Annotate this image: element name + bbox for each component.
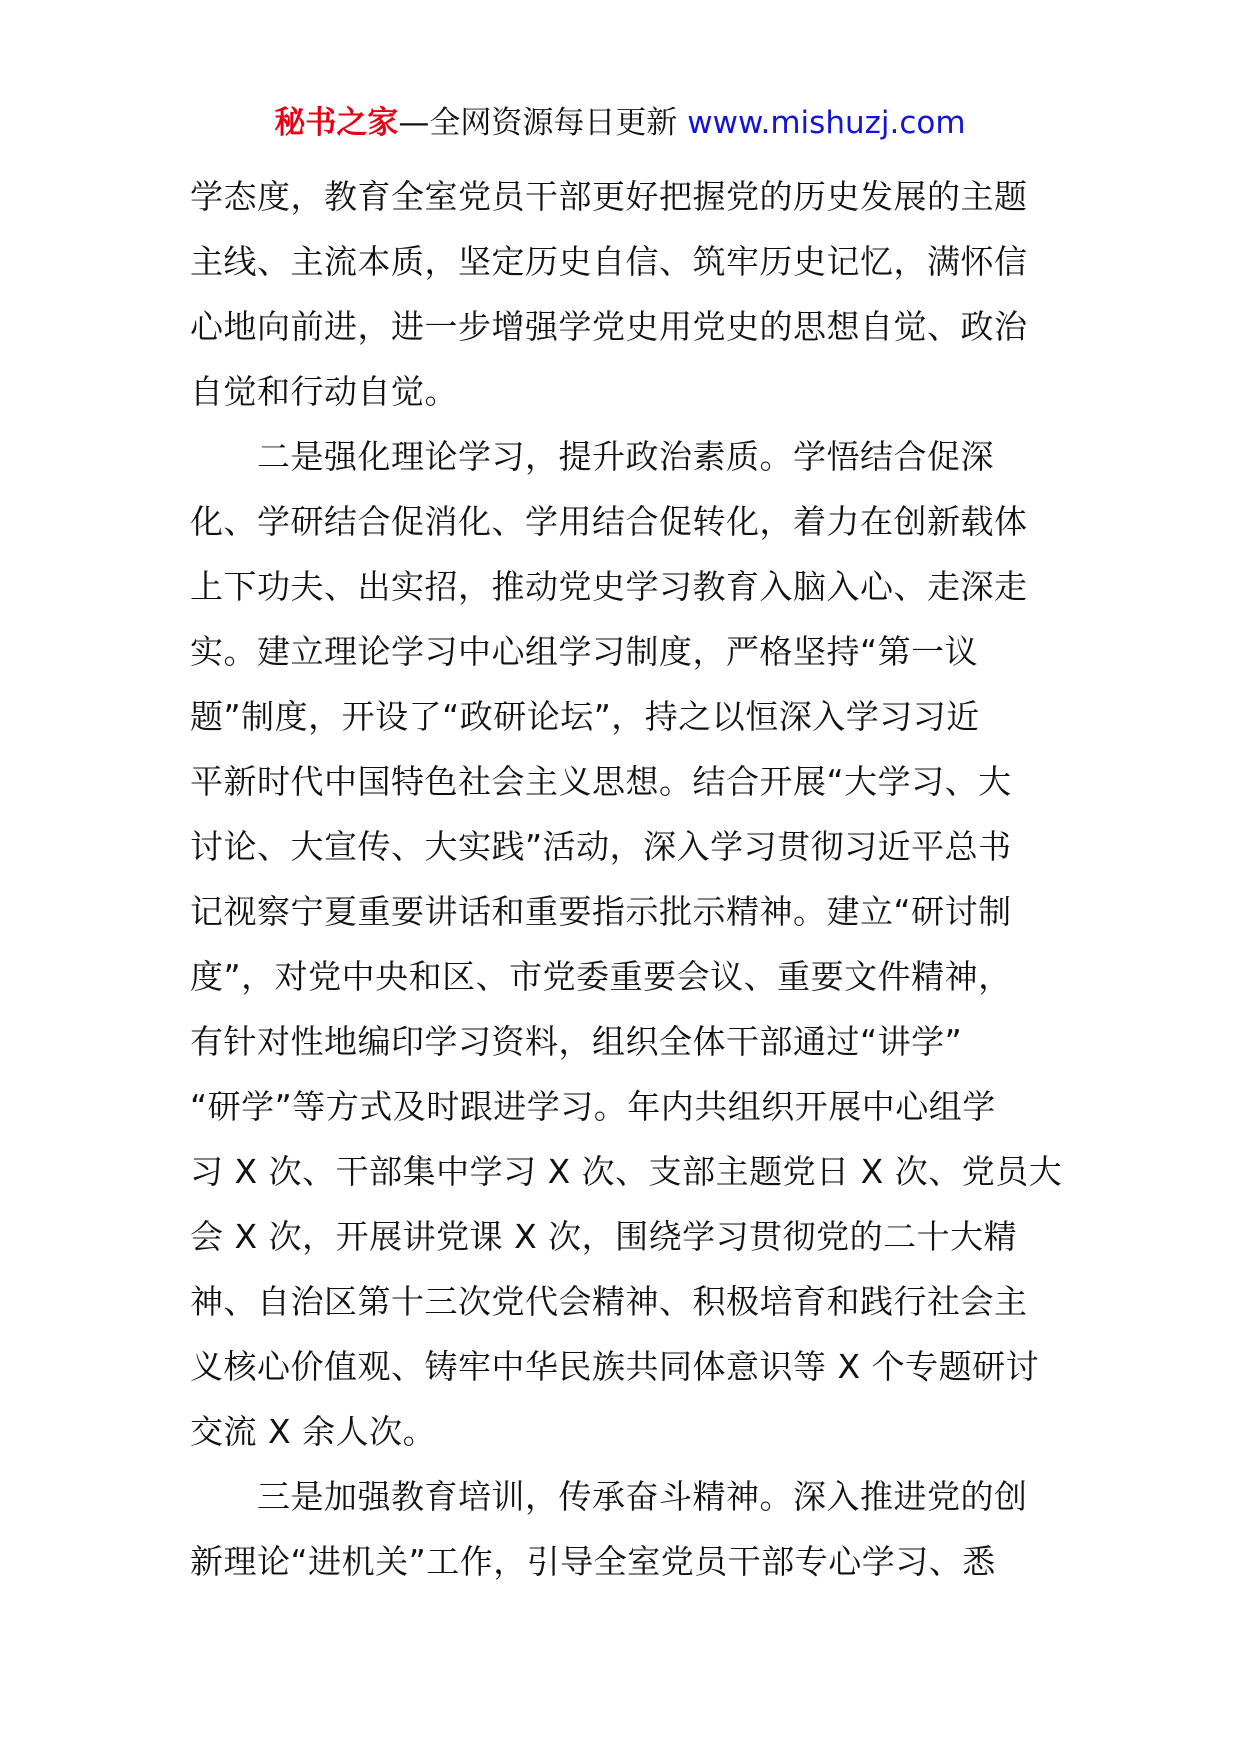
text-line: 神、自治区第十三次党代会精神、积极培育和践行社会主 xyxy=(190,1282,1028,1321)
site-url-link[interactable]: www.mishuzj.com xyxy=(687,105,966,141)
text-line: 化、学研结合促消化、学用结合促转化，着力在创新载体 xyxy=(190,502,1028,541)
text-line: 实。建立理论学习中心组学习制度，严格坚持“第一议 xyxy=(190,632,979,671)
text-line: 讨论、大宣传、大实践”活动，深入学习贯彻习近平总书 xyxy=(190,827,1012,866)
text-line: 主线、主流本质，坚定历史自信、筑牢历史记忆，满怀信 xyxy=(190,242,1028,281)
text-line: 会 X 次，开展讲党课 X 次，围绕学习贯彻党的二十大精 xyxy=(190,1217,1018,1256)
text-line: “研学”等方式及时跟进学习。年内共组织开展中心组学 xyxy=(190,1087,996,1126)
text-line: 平新时代中国特色社会主义思想。结合开展“大学习、大 xyxy=(190,762,1012,801)
site-tagline: —全网资源每日更新 xyxy=(398,105,678,141)
document-body xyxy=(190,164,1063,1594)
text-line: 度”，对党中央和区、市党委重要会议、重要文件精神， xyxy=(190,957,1012,996)
site-header xyxy=(0,100,1240,146)
text-line: 义核心价值观、铸牢中华民族共同体意识等 X 个专题研讨 xyxy=(190,1347,1040,1386)
text-line: 习 X 次、干部集中学习 X 次、支部主题党日 X 次、党员大 xyxy=(190,1152,1063,1191)
text-line: 有针对性地编印学习资料，组织全体干部通过“讲学” xyxy=(190,1022,963,1061)
site-brand: 秘书之家 xyxy=(274,105,399,141)
text-line: 新理论“进机关”工作，引导全室党员干部专心学习、悉 xyxy=(190,1542,996,1581)
text-line: 三是加强教育培训，传承奋斗精神。深入推进党的创 xyxy=(190,1477,1028,1516)
text-line: 二是强化理论学习，提升政治素质。学悟结合促深 xyxy=(190,437,994,476)
text-line: 心地向前进，进一步增强学党史用党史的思想自觉、政治 xyxy=(190,307,1028,346)
text-line: 交流 X 余人次。 xyxy=(190,1412,437,1451)
text-line: 上下功夫、出实招，推动党史学习教育入脑入心、走深走 xyxy=(190,567,1028,606)
text-line: 自觉和行动自觉。 xyxy=(190,372,458,411)
text-line: 记视察宁夏重要讲话和重要指示批示精神。建立“研讨制 xyxy=(190,892,1012,931)
text-line: 学态度，教育全室党员干部更好把握党的历史发展的主题 xyxy=(190,177,1028,216)
text-line: 题”制度，开设了“政研论坛”，持之以恒深入学习习近 xyxy=(190,697,980,736)
